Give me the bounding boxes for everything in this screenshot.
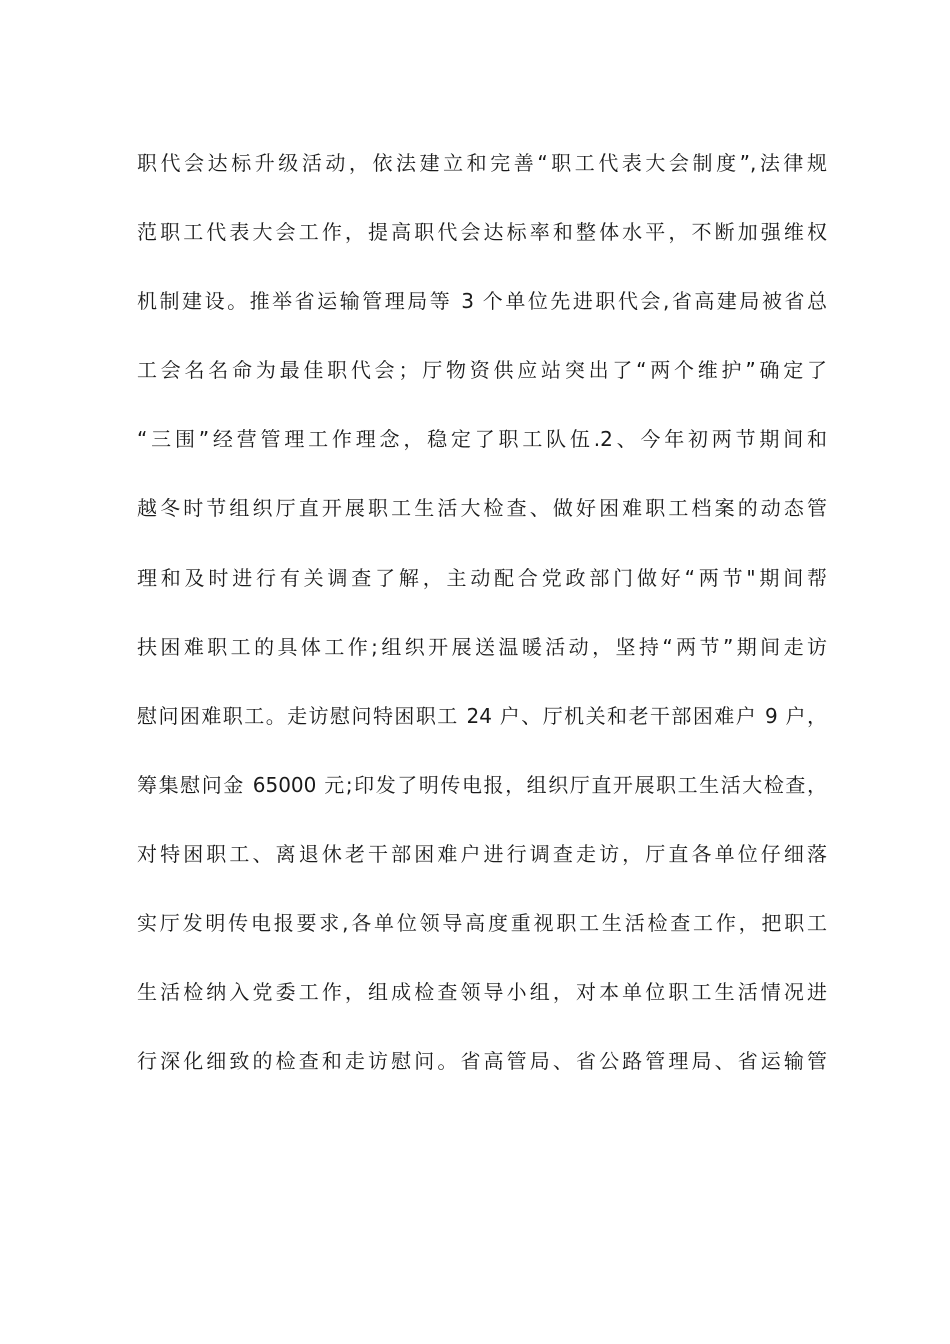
text-line: 工会名名命为最佳职代会；厅物资供应站突出了“两个维护”确定了 (137, 358, 827, 383)
text-line: 行深化细致的检查和走访慰问。省高管局、省公路管理局、省运输管 (137, 1049, 827, 1074)
text-line: 慰问困难职工。走访慰问特困职工 24 户、厅机关和老干部困难户 9 户， (137, 703, 827, 728)
text-line: 筹集慰问金 65000 元;印发了明传电报，组织厅直开展职工生活大检查， (137, 772, 827, 797)
text-line: 越冬时节组织厅直开展职工生活大检查、做好困难职工档案的动态管 (137, 496, 827, 521)
text-line: 对特困职工、离退休老干部困难户进行调查走访，厅直各单位仔细落 (137, 841, 827, 866)
text-line: 扶困难职工的具体工作;组织开展送温暖活动，坚持“两节”期间走访 (137, 634, 827, 659)
text-line: 机制建设。推举省运输管理局等 3 个单位先进职代会,省高建局被省总 (137, 289, 827, 314)
text-line: 范职工代表大会工作，提高职代会达标率和整体水平，不断加强维权 (137, 220, 827, 245)
text-line: 实厅发明传电报要求,各单位领导高度重视职工生活检查工作，把职工 (137, 911, 827, 936)
text-line: “三围”经营管理工作理念，稳定了职工队伍.2、今年初两节期间和 (137, 427, 827, 452)
text-line: 职代会达标升级活动，依法建立和完善“职工代表大会制度”,法律规 (137, 151, 827, 175)
text-line: 生活检纳入党委工作，组成检查领导小组，对本单位职工生活情况进 (137, 980, 827, 1005)
text-line: 理和及时进行有关调查了解，主动配合党政部门做好“两节"期间帮 (137, 565, 827, 590)
body-text (137, 143, 827, 1110)
